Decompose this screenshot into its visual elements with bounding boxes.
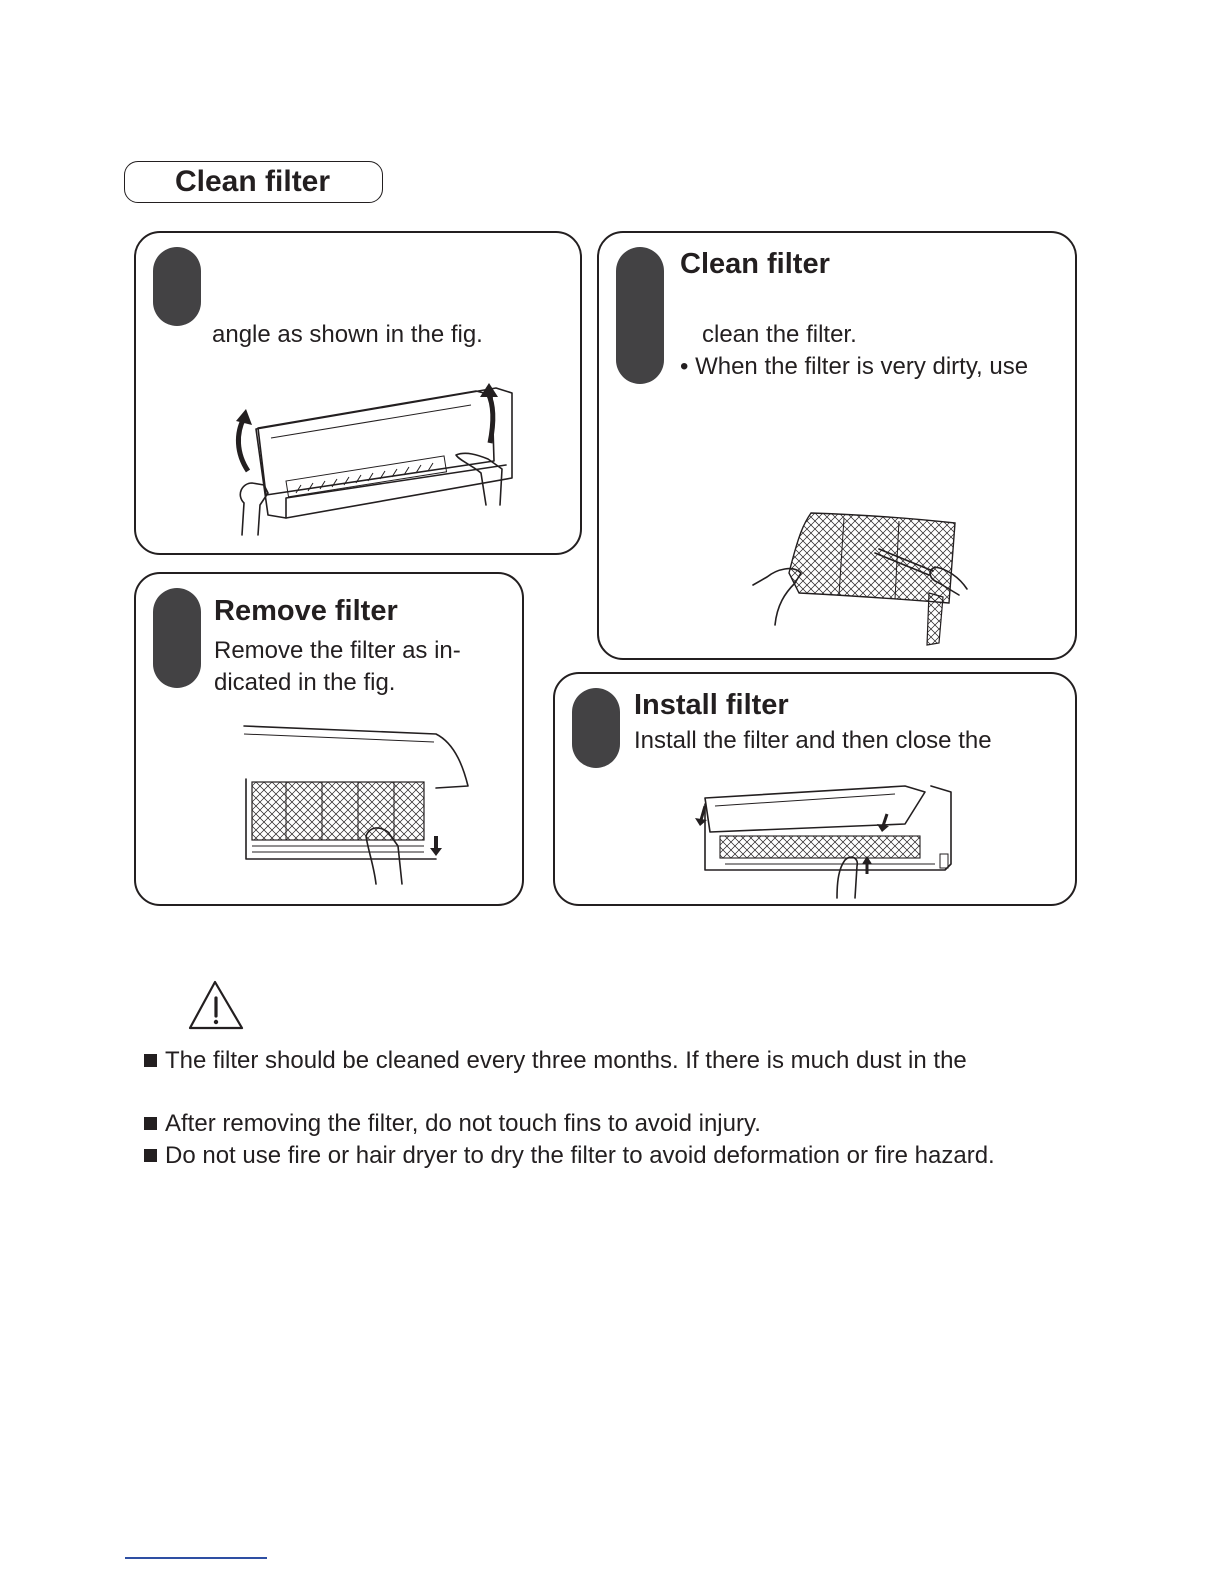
step-4-line-1: Install the filter and then close the bbox=[634, 727, 992, 754]
section-title: Clean filter bbox=[124, 161, 383, 203]
filter-install-illustration bbox=[555, 674, 1079, 908]
warning-triangle-icon bbox=[188, 980, 248, 1032]
step-2-line-1: clean the filter. bbox=[702, 321, 857, 348]
step-2-title: Clean filter bbox=[680, 248, 830, 280]
note-fins bbox=[144, 1108, 761, 1140]
step-3-line-1: Remove the filter as in- bbox=[214, 637, 461, 664]
step-panel-remove-filter bbox=[134, 572, 524, 906]
square-bullet-icon bbox=[144, 1054, 157, 1067]
filter-removal-illustration bbox=[136, 574, 526, 908]
filter-cleaning-illustration bbox=[599, 233, 1079, 662]
step-2-line-2-text: When the filter is very dirty, use bbox=[695, 353, 1029, 380]
note-text: After removing the filter, do not touch fins to avoid injury. bbox=[165, 1110, 761, 1137]
note-text: The filter should be cleaned every three months. If there is much dust in the bbox=[165, 1047, 967, 1074]
note-text: Do not use fire or hair dryer to dry the filter to avoid deformation or fire hazard. bbox=[165, 1142, 995, 1169]
step-panel-install-filter bbox=[553, 672, 1077, 906]
note-drying bbox=[144, 1140, 995, 1172]
ac-unit-open-panel-illustration bbox=[136, 233, 584, 557]
step-4-title: Install filter bbox=[634, 689, 789, 721]
square-bullet-icon bbox=[144, 1149, 157, 1162]
note-cleaning-frequency bbox=[144, 1045, 967, 1077]
step-1-line-1: angle as shown in the fig. bbox=[212, 321, 483, 348]
step-3-title: Remove filter bbox=[214, 595, 398, 627]
square-bullet-icon bbox=[144, 1117, 157, 1130]
footer-rule bbox=[125, 1557, 267, 1559]
bullet-dot-icon: • bbox=[680, 353, 689, 380]
step-panel-clean-filter bbox=[597, 231, 1077, 660]
step-3-line-2: dicated in the fig. bbox=[214, 669, 396, 696]
step-panel-open-panel bbox=[134, 231, 582, 555]
